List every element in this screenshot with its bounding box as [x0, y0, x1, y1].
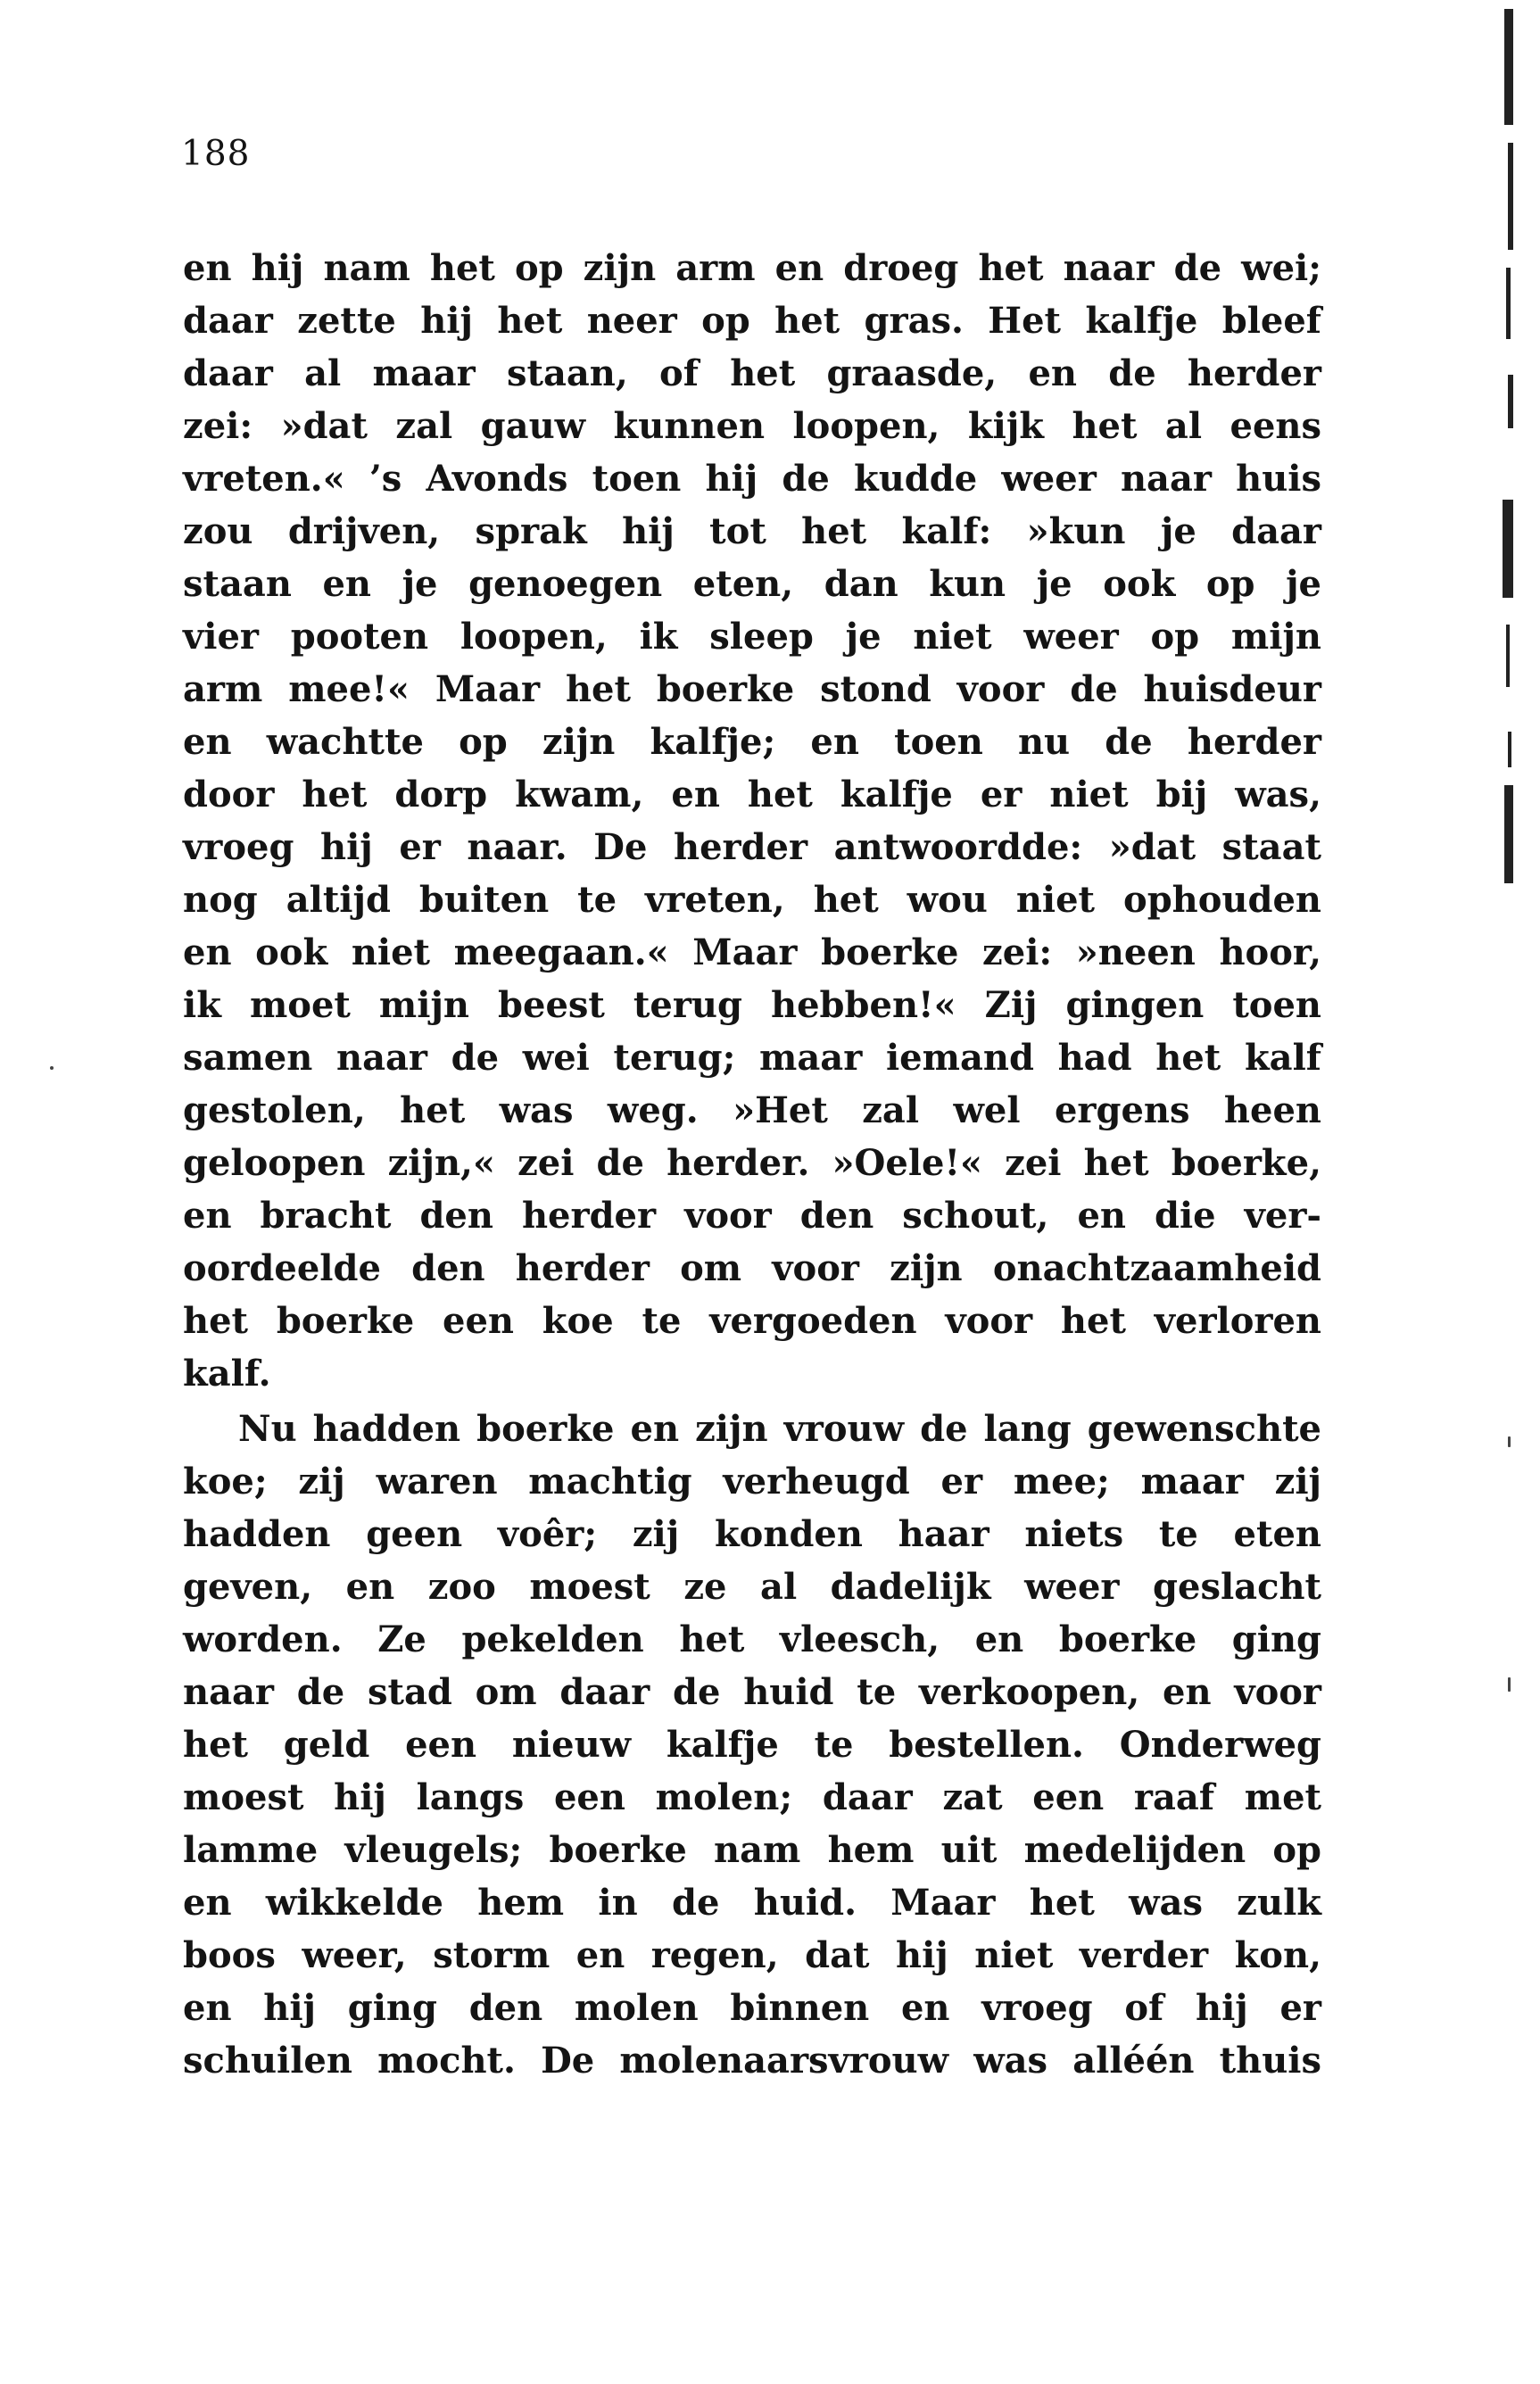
- text-line: vroeg hij er naar. De herder antwoordde: »dat staat: [183, 826, 1321, 868]
- scan-edge-mark: [1503, 500, 1513, 598]
- text-line: en wikkelde hem in de huid. Maar het was zulk: [183, 1882, 1321, 1924]
- scan-edge-mark: [1508, 143, 1513, 250]
- text-line: en hij ging den molen binnen en vroeg of hij er: [183, 1987, 1321, 2029]
- text-line: door het dorp kwam, en het kalfje er niet bij was,: [183, 774, 1321, 815]
- text-line: boos weer, storm en regen, dat hij niet verder kon,: [183, 1934, 1321, 1976]
- text-line: het geld een nieuw kalfje te bestellen. Onderweg: [183, 1724, 1321, 1766]
- text-line: daar zette hij het neer op het gras. Het kalfje bleef: [183, 300, 1321, 342]
- text-line: het boerke een koe te vergoeden voor het verloren: [183, 1300, 1321, 1342]
- text-line: gestolen, het was weg. »Het zal wel ergens heen: [183, 1089, 1321, 1131]
- text-line: lamme vleugels; boerke nam hem uit medelijden op: [183, 1829, 1321, 1871]
- text-line: ik moet mijn beest terug hebben!« Zij gingen toen: [183, 984, 1321, 1026]
- text-line: staan en je genoegen eten, dan kun je ook op je: [183, 563, 1321, 605]
- text-line: schuilen mocht. De molenaarsvrouw was alléén thuis: [183, 2040, 1321, 2082]
- text-line: geven, en zoo moest ze al dadelijk weer geslacht: [183, 1566, 1321, 1608]
- text-line: oordeelde den herder om voor zijn onachtzaamheid: [183, 1247, 1321, 1289]
- scan-edge-mark: [1504, 785, 1513, 883]
- scan-speck: [50, 1066, 54, 1070]
- scan-edge-mark: [1506, 268, 1511, 339]
- text-line: koe; zij waren machtig verheugd er mee; maar zij: [183, 1461, 1321, 1502]
- text-line: en ook niet meegaan.« Maar boerke zei: »neen hoor,: [183, 931, 1321, 973]
- text-line: en hij nam het op zijn arm en droeg het naar de wei;: [183, 247, 1321, 289]
- text-line: zou drijven, sprak hij tot het kalf: »kun je daar: [183, 510, 1321, 552]
- scan-speck: [1508, 1436, 1511, 1447]
- page-number: 188: [181, 134, 251, 174]
- text-line: geloopen zijn,« zei de herder. »Oele!« zei het boerke,: [183, 1142, 1321, 1184]
- scan-edge-mark: [1506, 625, 1510, 687]
- text-line: en bracht den herder voor den schout, en die ver-: [183, 1195, 1321, 1237]
- text-line: worden. Ze pekelden het vleesch, en boerke ging: [183, 1618, 1321, 1660]
- scan-edge-mark: [1508, 732, 1511, 767]
- scan-edge-mark: [1504, 9, 1513, 125]
- text-line: hadden geen voêr; zij konden haar niets te eten: [183, 1513, 1321, 1555]
- text-line: samen naar de wei terug; maar iemand had het kalf: [183, 1037, 1321, 1079]
- text-line: kalf.: [183, 1353, 271, 1395]
- scan-edge-mark: [1508, 375, 1513, 428]
- paragraph-first-line: Nu hadden boerke en zijn vrouw de lang gewenschte: [238, 1408, 1321, 1450]
- text-line: naar de stad om daar de huid te verkoopen, en voor: [183, 1671, 1321, 1713]
- text-line: nog altijd buiten te vreten, het wou niet ophouden: [183, 879, 1321, 921]
- scan-speck: [1508, 1677, 1511, 1692]
- text-line: daar al maar staan, of het graasde, en de herder: [183, 352, 1321, 394]
- text-line: arm mee!« Maar het boerke stond voor de huisdeur: [183, 668, 1321, 710]
- text-line: vreten.« ’s Avonds toen hij de kudde weer naar huis: [183, 458, 1321, 500]
- text-line: moest hij langs een molen; daar zat een raaf met: [183, 1776, 1321, 1818]
- text-line: vier pooten loopen, ik sleep je niet weer op mijn: [183, 616, 1321, 658]
- text-line: en wachtte op zijn kalfje; en toen nu de herder: [183, 721, 1321, 763]
- text-line: zei: »dat zal gauw kunnen loopen, kijk het al eens: [183, 405, 1321, 447]
